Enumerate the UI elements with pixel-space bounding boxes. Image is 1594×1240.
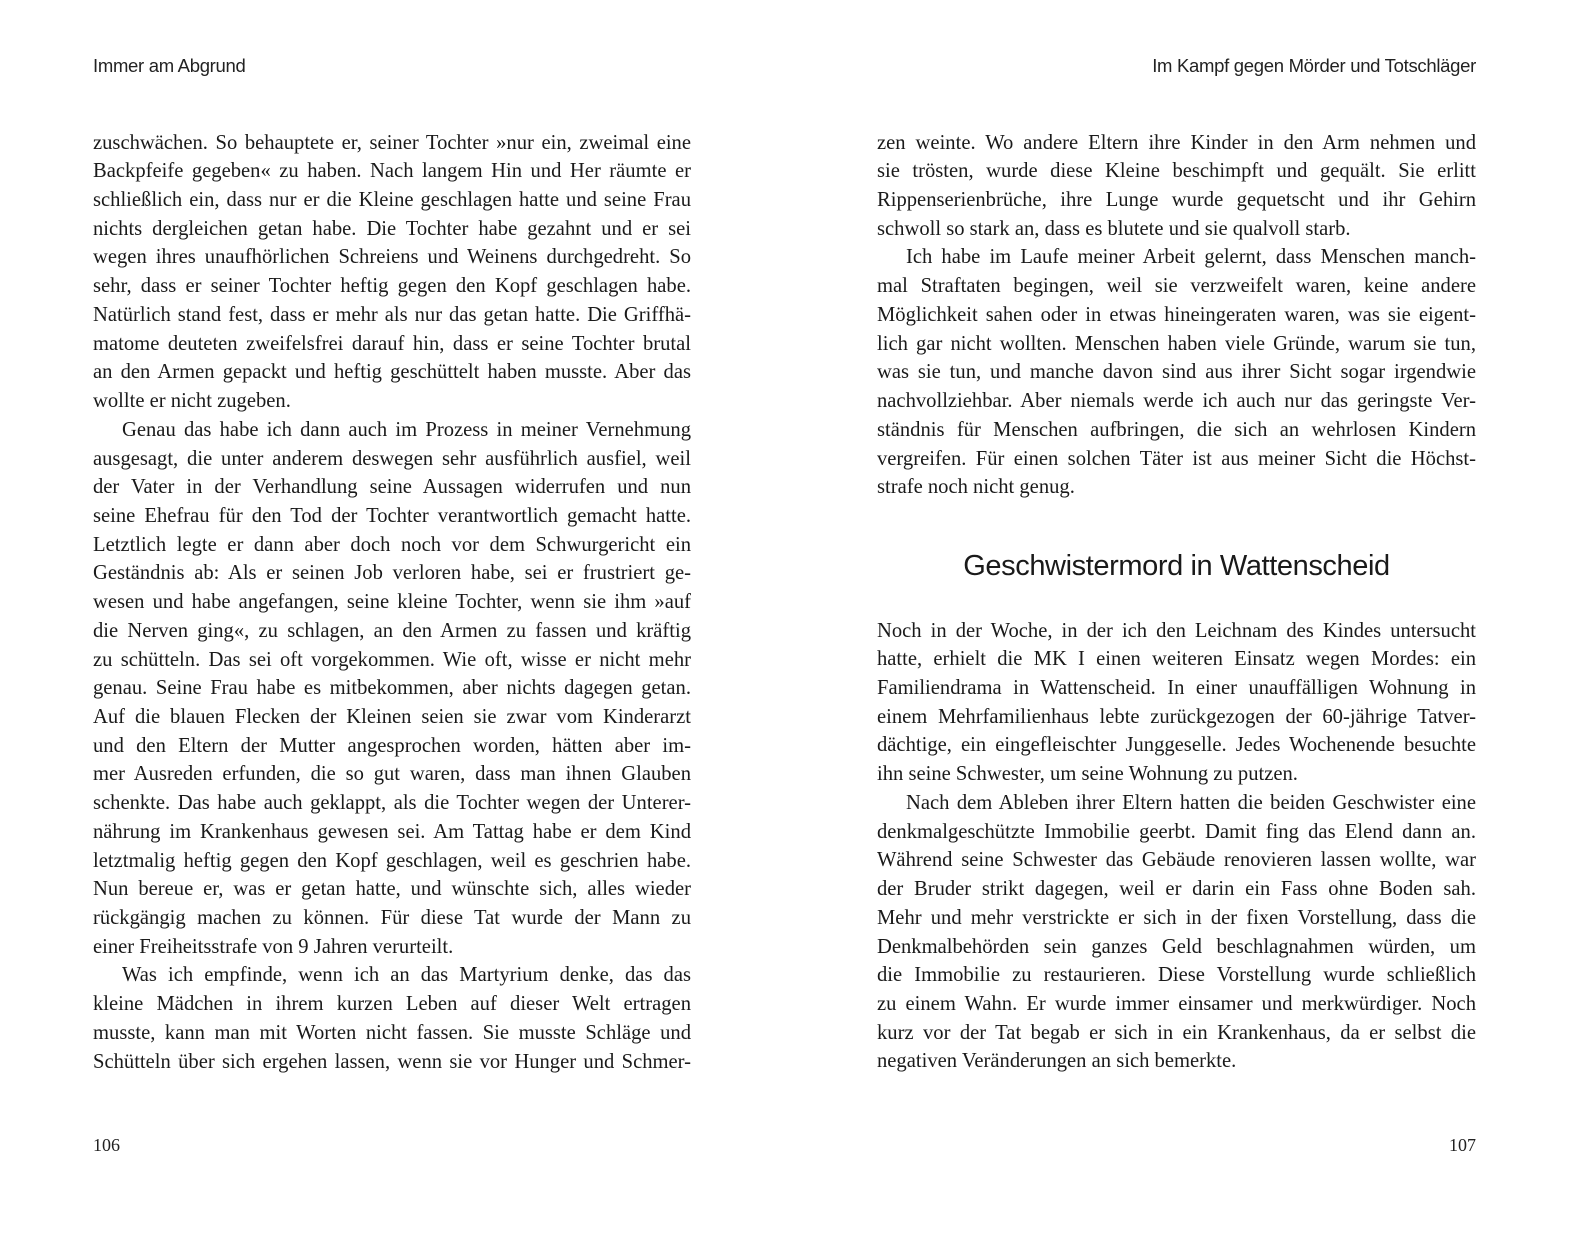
- text-line: nährung im Krankenhaus gewesen sei. Am Tattag habe er dem Kind: [93, 820, 691, 843]
- text-line: strafe noch nicht genug.: [877, 476, 1075, 499]
- text-line: einem Mehrfamilienhaus lebte zurückgezogen der 60-jährige Tatver-: [877, 705, 1476, 728]
- text-line: lich gar nicht wollten. Menschen haben viele Gründe, warum sie tun,: [877, 332, 1476, 355]
- text-line: wesen und habe angefangen, seine kleine Tochter, wenn sie ihm »auf: [93, 591, 691, 614]
- running-head-right: Im Kampf gegen Mörder und Totschläger: [1152, 55, 1476, 76]
- paragraph: [877, 617, 1476, 789]
- paragraph: [93, 129, 691, 416]
- paragraph: [93, 961, 691, 1076]
- text-line: Letztlich legte er dann aber doch noch vor dem Schwurgericht ein: [93, 533, 691, 556]
- text-line: Geständnis ab: Als er seinen Job verloren habe, sei er frustriert ge-: [93, 562, 691, 585]
- text-line: nichts dergleichen getan habe. Die Tochter habe gezahnt und er sei: [93, 217, 691, 240]
- text-line: nachvollziehbar. Aber niemals werde ich auch nur das geringste Ver-: [877, 390, 1476, 413]
- text-line: Nach dem Ableben ihrer Eltern hatten die beiden Geschwister eine: [906, 791, 1476, 814]
- text-line: zu schütteln. Das sei oft vorgekommen. Wie oft, wisse er nicht mehr: [93, 648, 691, 671]
- text-line: Was ich empfinde, wenn ich an das Martyrium denke, das das: [122, 964, 691, 987]
- text-line: sie trösten, wurde diese Kleine beschimpft und gequält. Sie erlitt: [877, 160, 1476, 183]
- text-line: Rippenserienbrüche, ihre Lunge wurde gequetscht und ihr Gehirn: [877, 189, 1476, 212]
- text-line: Schütteln über sich ergehen lassen, wenn sie vor Hunger und Schmer-: [93, 1050, 691, 1073]
- text-line: die Nerven ging«, zu schlagen, an den Armen zu fassen und kräftig: [93, 619, 691, 642]
- paragraph: [877, 243, 1476, 501]
- text-line: vergreifen. Für einen solchen Täter ist aus meiner Sicht die Höchst-: [877, 447, 1476, 470]
- text-line: Nun bereue er, was er getan hatte, und wünschte sich, alles wieder: [93, 878, 691, 901]
- paragraph: [877, 789, 1476, 1076]
- text-line: wegen ihres unaufhörlichen Schreiens und Weinens durchgedreht. So: [93, 246, 691, 269]
- text-line: an den Armen gepackt und heftig geschüttelt haben musste. Aber das: [93, 361, 691, 384]
- text-line: hatte, erhielt die MK I einen weiteren Einsatz wegen Mordes: ein: [877, 648, 1476, 671]
- right-page-body-bottom: [877, 617, 1476, 1077]
- text-line: Backpfeife gegeben« zu haben. Nach langem Hin und Her räumte er: [93, 160, 691, 183]
- page-number-right: 107: [1449, 1135, 1476, 1155]
- section-heading: Geschwistermord in Wattenscheid: [963, 550, 1390, 582]
- text-line: und den Eltern der Mutter angesprochen worden, hätten aber im-: [93, 734, 691, 757]
- text-line: Familiendrama in Wattenscheid. In einer unauffälligen Wohnung in: [877, 677, 1476, 700]
- paragraph: [877, 129, 1476, 244]
- text-line: Möglichkeit sahen oder in etwas hineingeraten waren, was sie eigent-: [877, 303, 1476, 326]
- text-line: zu einem Wahn. Er wurde immer einsamer und merkwürdiger. Noch: [877, 992, 1476, 1015]
- running-head-left: Immer am Abgrund: [93, 55, 246, 76]
- text-line: Denkmalbehörden sein ganzes Geld beschlagnahmen würden, um: [877, 935, 1476, 958]
- text-line: sehr, dass er seiner Tochter heftig gegen den Kopf geschlagen habe.: [93, 275, 691, 298]
- text-line: die Immobilie zu restaurieren. Diese Vorstellung wurde schließlich: [877, 964, 1476, 987]
- text-line: mer Ausreden erfunden, die so gut waren, dass man ihnen Glauben: [93, 763, 691, 786]
- right-page-body-top: [877, 129, 1476, 502]
- text-line: zen weinte. Wo andere Eltern ihre Kinder in den Arm nehmen und: [877, 131, 1476, 154]
- text-line: zuschwächen. So behauptete er, seiner Tochter »nur ein, zweimal eine: [93, 131, 691, 154]
- text-line: rückgängig machen zu können. Für diese Tat wurde der Mann zu: [93, 907, 691, 929]
- text-line: Natürlich stand fest, dass er mehr als nur das getan hatte. Die Griffhä-: [93, 303, 691, 326]
- text-line: kleine Mädchen in ihrem kurzen Leben auf dieser Welt ertragen: [93, 993, 691, 1016]
- text-line: musste, kann man mit Worten nicht fassen. Sie musste Schläge und: [93, 1021, 691, 1044]
- paragraph: [93, 416, 691, 962]
- text-line: genau. Seine Frau habe es mitbekommen, aber nichts dagegen getan.: [93, 677, 691, 700]
- text-line: seine Ehefrau für den Tod der Tochter verantwortlich gemacht hatte.: [93, 504, 691, 527]
- text-line: schenkte. Das habe auch geklappt, als die Tochter wegen der Unterer-: [93, 792, 691, 815]
- text-line: letztmalig heftig gegen den Kopf geschlagen, weil es geschrien habe.: [93, 849, 691, 872]
- text-line: Auf die blauen Flecken der Kleinen seien sie zwar vom Kinderarzt: [93, 705, 691, 728]
- left-page-body: [93, 129, 691, 1077]
- text-line: Genau das habe ich dann auch im Prozess in meiner Vernehmung: [122, 418, 691, 441]
- text-line: was sie tun, und manche davon sind aus ihrer Sicht sogar irgendwie: [877, 361, 1476, 384]
- text-line: der Vater in der Verhandlung seine Aussagen widerrufen und nun: [93, 476, 691, 499]
- text-line: schwoll so stark an, dass es blutete und sie qualvoll starb.: [877, 217, 1351, 240]
- page-number-left: 106: [93, 1135, 120, 1155]
- text-line: Noch in der Woche, in der ich den Leichnam des Kindes untersucht: [877, 619, 1476, 642]
- text-line: Mehr und mehr verstrickte er sich in der fixen Vorstellung, dass die: [877, 906, 1476, 929]
- text-line: ihn seine Schwester, um seine Wohnung zu putzen.: [877, 763, 1298, 786]
- text-line: ständnis für Menschen aufbringen, die sich an wehrlosen Kindern: [877, 418, 1476, 441]
- text-line: negativen Veränderungen an sich bemerkte.: [877, 1050, 1237, 1073]
- text-line: wollte er nicht zugeben.: [93, 390, 291, 413]
- text-line: der Bruder strikt dagegen, weil er darin ein Fass ohne Boden sah.: [877, 878, 1476, 901]
- text-line: denkmalgeschützte Immobilie geerbt. Damit fing das Elend dann an.: [877, 820, 1476, 843]
- text-line: ausgesagt, die unter anderem deswegen sehr ausführlich ausfiel, weil: [93, 447, 691, 470]
- text-line: Während seine Schwester das Gebäude renovieren lassen wollte, war: [877, 849, 1476, 872]
- text-line: kurz vor der Tat begab er sich in ein Krankenhaus, da er selbst die: [877, 1021, 1476, 1044]
- text-line: Ich habe im Laufe meiner Arbeit gelernt, dass Menschen manch-: [906, 246, 1476, 269]
- text-line: matome deuteten zweifelsfrei darauf hin, dass er seine Tochter brutal: [93, 332, 691, 355]
- text-line: schließlich ein, dass nur er die Kleine geschlagen hatte und seine Frau: [93, 189, 691, 212]
- text-line: dächtige, ein eingefleischter Junggeselle. Jedes Wochenende besuchte: [877, 734, 1476, 757]
- text-line: einer Freiheitsstrafe von 9 Jahren verurteilt.: [93, 935, 454, 958]
- text-line: mal Straftaten begingen, weil sie verzweifelt waren, keine andere: [877, 275, 1476, 298]
